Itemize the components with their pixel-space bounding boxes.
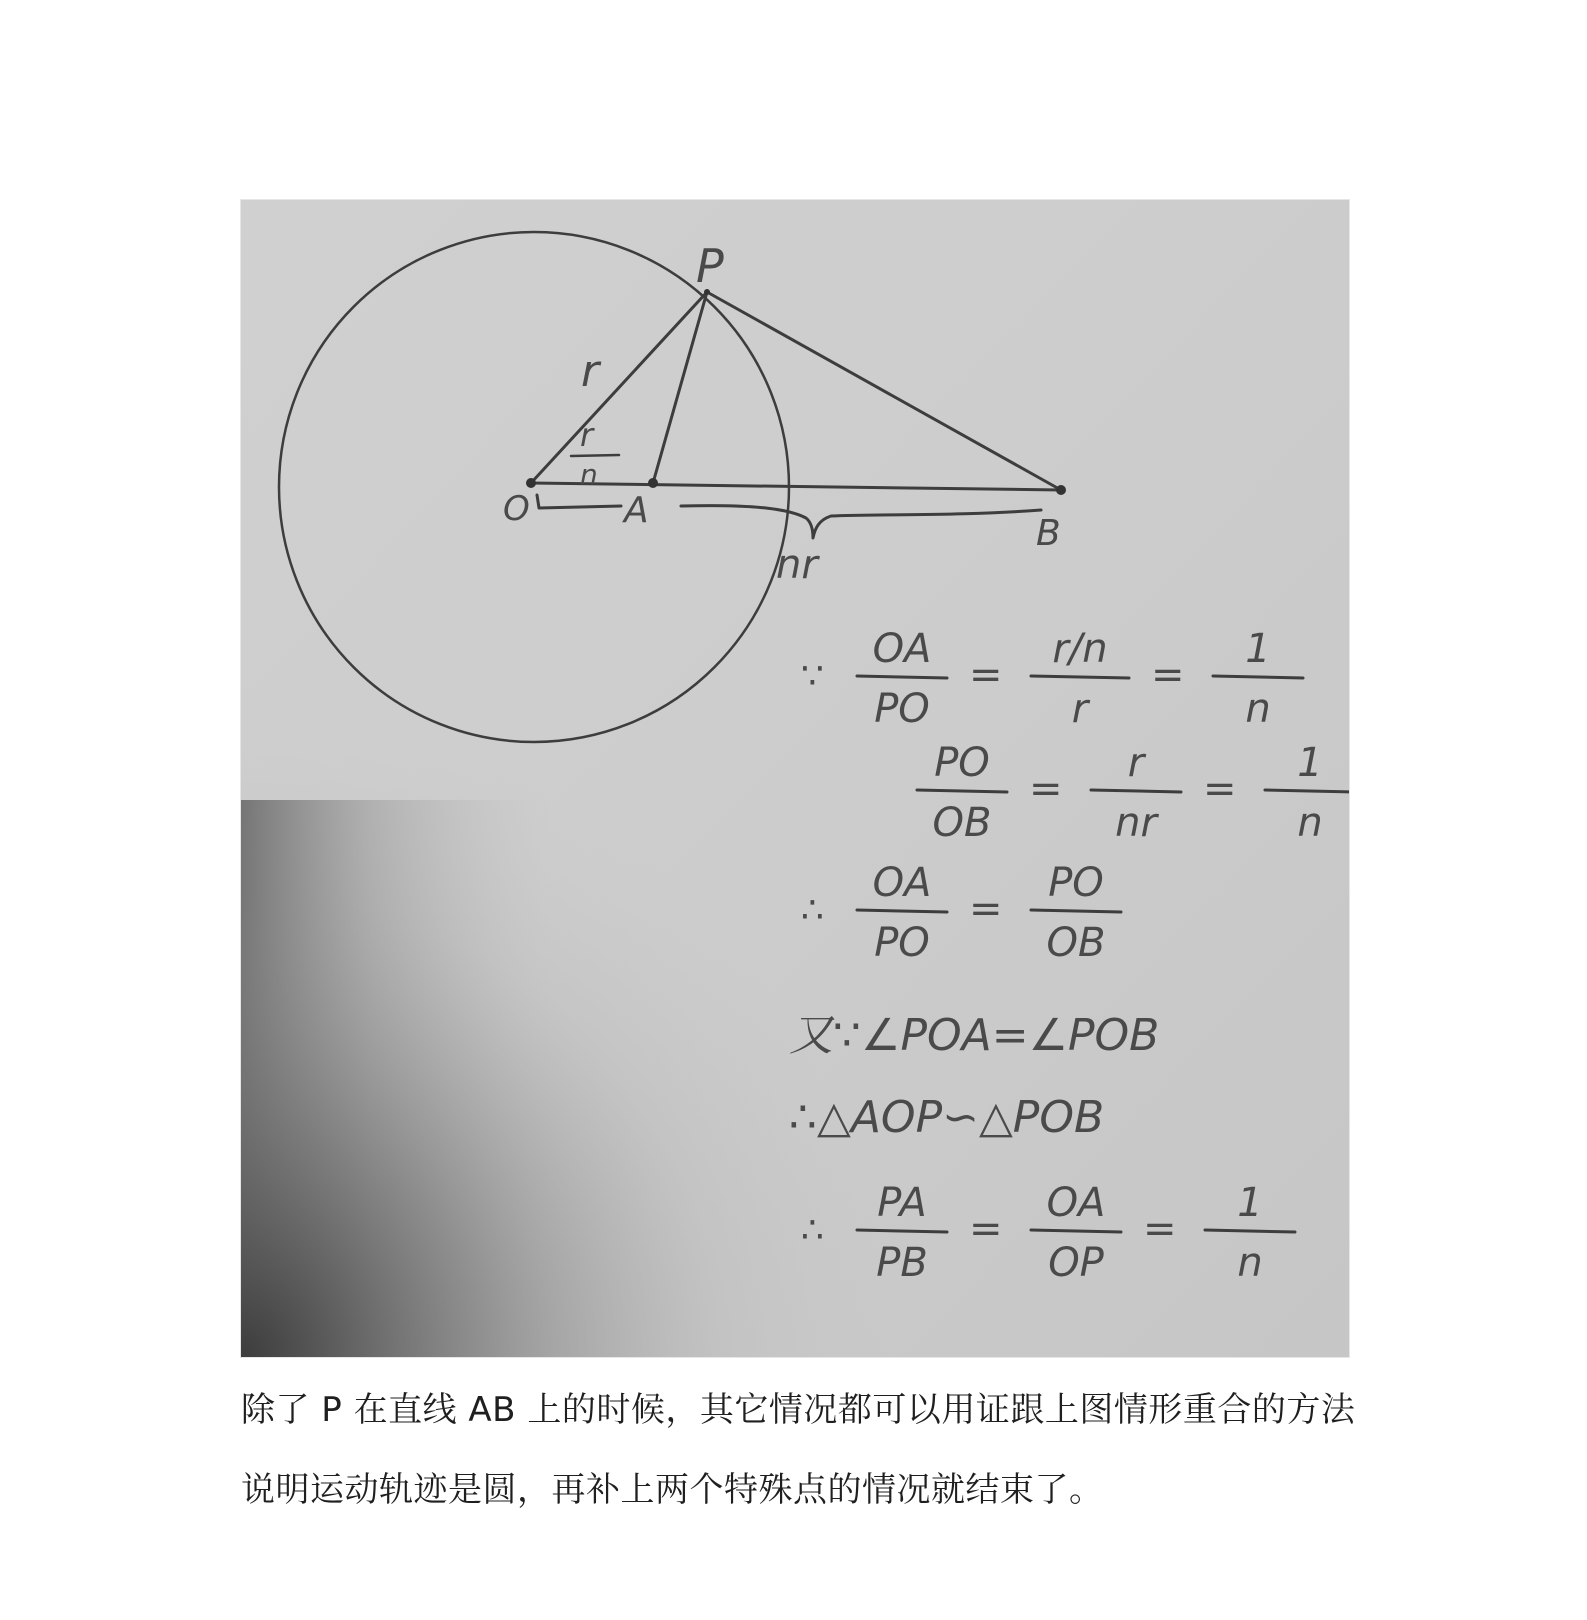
fraction-bar (1031, 910, 1121, 912)
fraction-numerator: OA (1046, 1180, 1106, 1226)
derivation-line-4 (789, 1010, 1159, 1061)
fraction-denominator: n (1297, 800, 1323, 846)
point-b (1056, 485, 1066, 495)
fraction-denominator: n (1237, 1240, 1263, 1286)
derivation-prefix: ∴ (801, 890, 824, 931)
label-a: A (624, 490, 649, 531)
fraction-bar (917, 790, 1007, 792)
label-segment-op: r (581, 346, 600, 397)
label-segment-ab: nr (776, 542, 818, 588)
fraction-bar (857, 676, 947, 678)
fraction-numerator: PO (934, 740, 990, 786)
fraction-numerator: 1 (1297, 740, 1323, 786)
derivation-line-5 (789, 1092, 1104, 1143)
fraction-numerator: PO (1048, 860, 1104, 906)
derivation-statement: 又∵∠POA=∠POB (789, 1010, 1160, 1061)
fraction-numerator: OA (872, 626, 932, 672)
fraction-denominator: OB (1046, 920, 1106, 966)
fraction-bar (1091, 790, 1181, 792)
derivation-prefix: ∴ (801, 1210, 824, 1251)
caption-paragraph: 除了 P 在直线 AB 上的时候，其它情况都可以用证跟上图情形重合的方法说明运动轨迹是圆，再补上两个特殊点的情况就结束了。 (241, 1390, 1356, 1510)
fraction-denominator: PB (876, 1240, 928, 1286)
equals-sign: = (1029, 766, 1063, 812)
derivation-prefix: ∵ (801, 656, 824, 697)
equals-sign: = (969, 1206, 1003, 1252)
fraction-numerator: r (1127, 740, 1145, 786)
equals-sign: = (1203, 766, 1237, 812)
fraction-bar (857, 910, 947, 912)
derivation-statement: ∴△AOP∽△POB (789, 1092, 1105, 1143)
fraction-denominator: PO (874, 686, 930, 732)
fraction-numerator: 1 (1245, 626, 1271, 672)
label-o: O (503, 489, 530, 529)
point-a (648, 478, 658, 488)
fraction-bar (1265, 790, 1349, 792)
fraction-numerator: OA (872, 860, 932, 906)
label-oa-numerator: r (580, 416, 594, 454)
equals-sign: = (1143, 1206, 1177, 1252)
fraction-bar (1031, 676, 1129, 678)
fraction-numerator: PA (877, 1180, 927, 1226)
equals-sign: = (1151, 652, 1185, 698)
fraction-denominator: PO (874, 920, 930, 966)
label-oa-denominator: n (580, 458, 598, 491)
label-p: P (696, 239, 724, 293)
label-b: B (1036, 513, 1061, 554)
fraction-numerator: 1 (1237, 1180, 1263, 1226)
fraction-bar (1031, 1230, 1121, 1232)
handwritten-proof-photo (241, 200, 1349, 1357)
fraction-bar (857, 1230, 947, 1232)
fraction-denominator: OB (932, 800, 992, 846)
fraction-numerator: r/n (1052, 626, 1108, 672)
fraction-denominator: nr (1115, 800, 1157, 846)
point-o (526, 478, 536, 488)
fraction-denominator: OP (1048, 1240, 1104, 1286)
label-oa-fraction-bar (571, 455, 619, 456)
equals-sign: = (969, 886, 1003, 932)
equals-sign: = (969, 652, 1003, 698)
fraction-bar (1213, 676, 1303, 678)
fraction-denominator: n (1245, 686, 1271, 732)
fraction-denominator: r (1071, 686, 1089, 732)
fraction-bar (1205, 1230, 1295, 1232)
